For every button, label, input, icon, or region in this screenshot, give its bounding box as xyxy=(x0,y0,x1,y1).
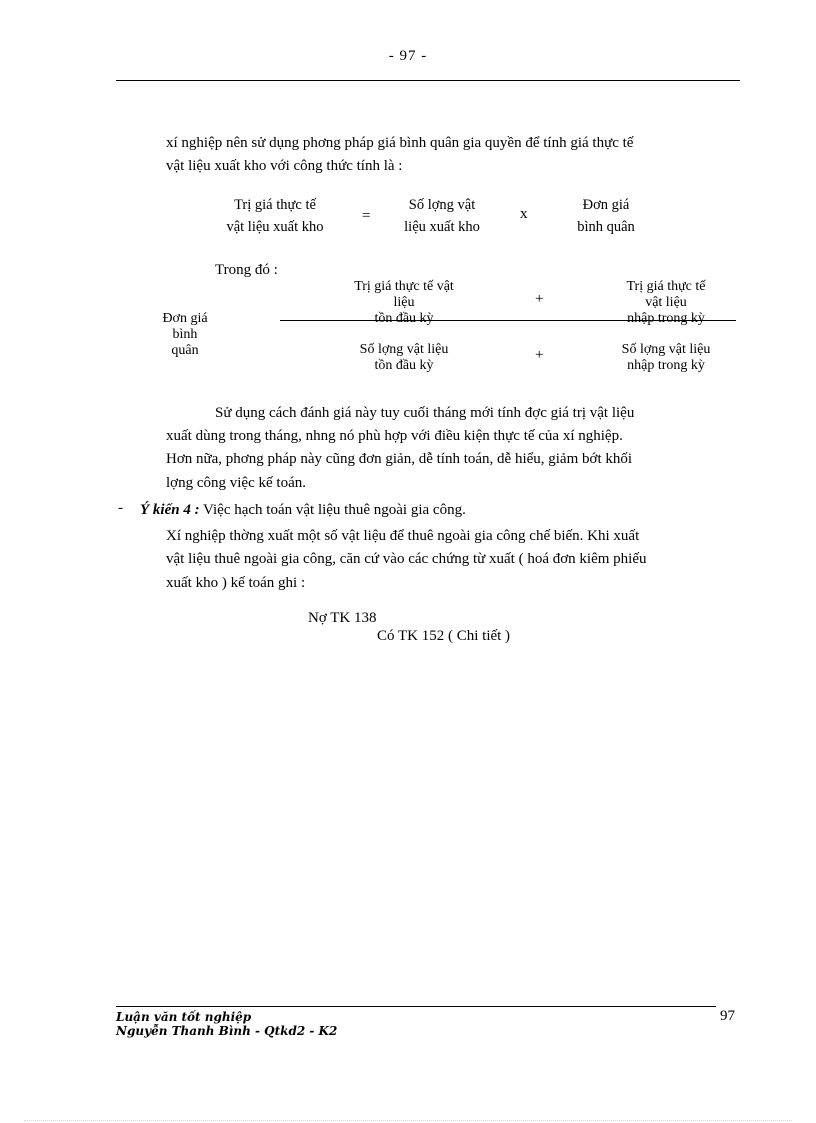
entry-credit: Có TK 152 ( Chi tiết ) xyxy=(377,628,511,644)
entry-debit: Nợ TK 138 xyxy=(308,610,377,626)
section4-bullet-dash: - xyxy=(118,500,123,516)
formula1-rhs-line1: Đơn giá xyxy=(582,197,630,213)
footer-line-2: Nguyễn Thanh Bình - Qtkd2 - K2 xyxy=(116,1024,338,1038)
formula2-den-left-line2: tồn đầu kỳ xyxy=(374,358,434,373)
formula2-num-plus: + xyxy=(535,291,544,307)
formula2-den-right-line2: nhập trong kỳ xyxy=(627,358,705,373)
section4-line-1: Xí nghiệp thờng xuất một số vật liệu để thuê ngoài gia công chế biến. Khi xuất xyxy=(166,528,640,544)
section4-title: Việc hạch toán vật liệu thuê ngoài gia công. xyxy=(199,502,466,518)
section4-label: Ý kiến 4 : xyxy=(140,502,200,518)
header-rule xyxy=(116,80,740,81)
formula2-num-right-line3: nhập trong kỳ xyxy=(627,311,705,326)
paragraph2-line-1: Sử dụng cách đánh giá này tuy cuối tháng mới tính đợc giá trị vật liệu xyxy=(215,405,635,421)
formula1-times: x xyxy=(520,206,528,222)
footer-line-1: Luận văn tốt nghiệp xyxy=(116,1010,252,1024)
formula2-den-right-line1: Số lợng vật liệu xyxy=(621,342,711,357)
formula2-num-left-line2: liệu xyxy=(393,295,415,310)
section4-line-3: xuất kho ) kế toán ghi : xyxy=(166,575,306,591)
section4-heading xyxy=(140,502,466,519)
formula2-lhs-line3: quân xyxy=(171,343,199,358)
formula1-mid-line1: Số lợng vật xyxy=(408,197,476,213)
footer-rule xyxy=(116,1006,716,1007)
paragraph2-line-2: xuất dùng trong tháng, nhng nó phù hợp với điều kiện thực tế của xí nghiệp. xyxy=(166,428,623,444)
paragraph2-line-4: lợng công việc kế toán. xyxy=(166,475,306,491)
formula1-rhs-line2: bình quân xyxy=(577,219,635,235)
formula1-mid-line2: liệu xuất kho xyxy=(404,219,480,235)
formula2-den-plus: + xyxy=(535,347,544,363)
intro-line-2: vật liệu xuất kho với công thức tính là : xyxy=(166,158,403,174)
page-number-footer: 97 xyxy=(720,1008,735,1024)
page-number-header: - 97 - xyxy=(388,48,428,64)
bottom-dotted-border xyxy=(24,1120,792,1121)
formula2-lhs-line1: Đơn giá xyxy=(162,311,208,326)
formula2-num-right-line2: vật liệu xyxy=(645,295,687,310)
formula2-num-right-line1: Trị giá thực tế xyxy=(626,279,706,294)
formula2-num-left-line3: tồn đầu kỳ xyxy=(374,311,434,326)
formula2-lhs-line2: bình xyxy=(172,327,198,342)
formula2-fraction-bar xyxy=(280,320,736,321)
section4-line-2: vật liệu thuê ngoài gia công, căn cứ vào các chứng từ xuất ( hoá đơn kiêm phiếu xyxy=(166,551,647,567)
formula2-intro: Trong đó : xyxy=(215,262,278,278)
formula1-lhs-line2: vật liệu xuất kho xyxy=(226,219,324,235)
formula2-den-left-line1: Số lợng vật liệu xyxy=(359,342,449,357)
formula2-num-left-line1: Trị giá thực tế vật xyxy=(354,279,454,294)
paragraph2-line-3: Hơn nữa, phơng pháp này cũng đơn giản, dễ tính toán, dễ hiểu, giảm bớt khối xyxy=(166,451,633,467)
formula1-lhs-line1: Trị giá thực tế xyxy=(234,197,316,213)
intro-line-1: xí nghiệp nên sử dụng phơng pháp giá bình quân gia quyền để tính giá thực tế xyxy=(166,135,634,151)
formula1-equals: = xyxy=(362,208,371,224)
